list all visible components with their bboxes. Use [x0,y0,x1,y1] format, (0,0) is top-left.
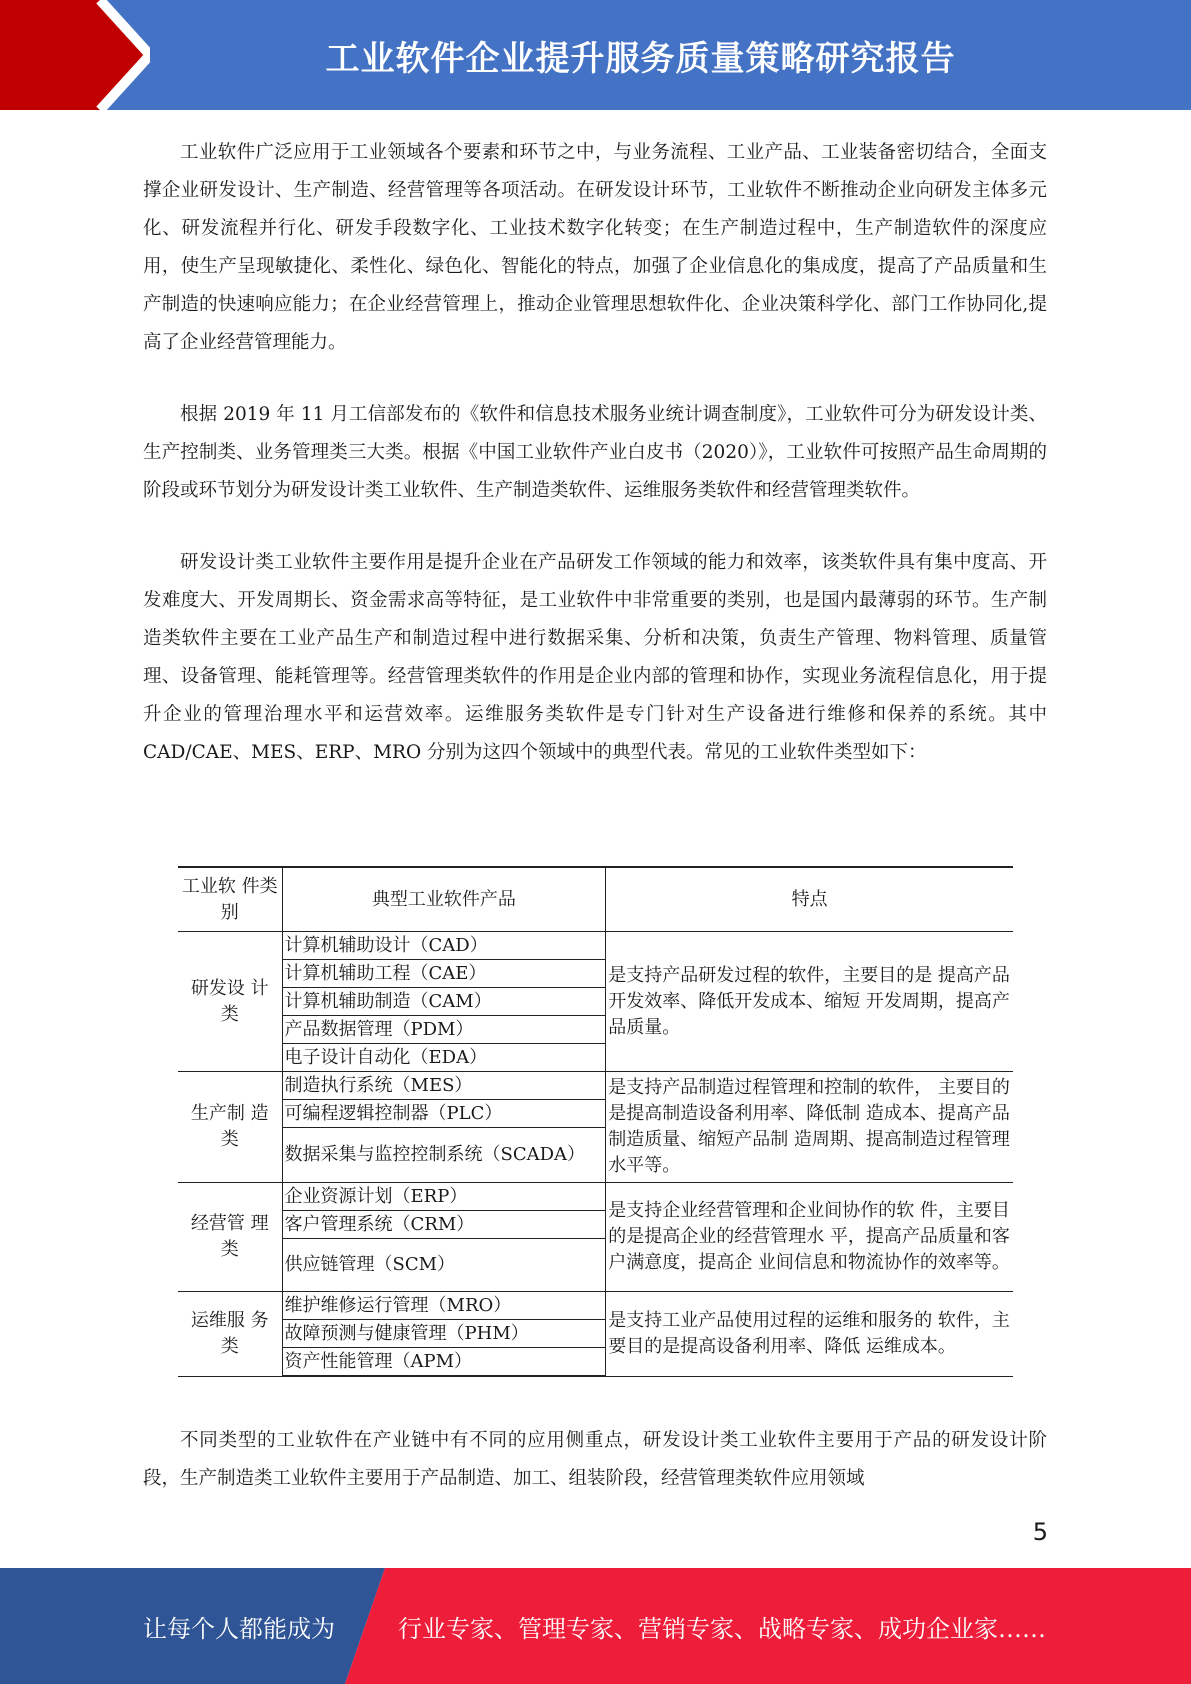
page-header [0,0,1191,110]
footer-slogan-left: 让每个人都能成为 [143,1614,335,1643]
table-header-row [178,867,1013,932]
header-category: 工业软 件类别 [178,867,282,932]
product-cell: 企业资源计划（ERP） [282,1183,606,1211]
product-cell: 维护维修运行管理（MRO） [282,1292,606,1320]
table-row [178,1292,1013,1320]
feature-cell: 是支持工业产品使用过程的运维和服务的 软件，主要目的是提高设备利用率、降低 运维成本。 [606,1292,1013,1377]
page-number: 5 [1032,1518,1048,1546]
footer-slogan-right: 行业专家、管理专家、营销专家、战略专家、成功企业家…… [398,1614,1046,1643]
report-title: 工业软件企业提升服务质量策略研究报告 [325,38,956,79]
feature-cell: 是支持产品研发过程的软件，主要目的是 提高产品开发效率、降低开发成本、缩短 开发周期，提高产品质量。 [606,932,1013,1072]
product-cell: 电子设计自动化（EDA） [282,1044,606,1072]
category-cell: 经营管 理类 [178,1183,282,1292]
product-cell: 数据采集与监控控制系统（SCADA） [282,1128,606,1183]
product-cell: 制造执行系统（MES） [282,1072,606,1100]
software-type-table [178,866,1013,1377]
product-cell: 可编程逻辑控制器（PLC） [282,1100,606,1128]
paragraph-1: 工业软件广泛应用于工业领域各个要素和环节之中，与业务流程、工业产品、工业装备密切结合，全面支撑企业研发设计、生产制造、经营管理等各项活动。在研发设计环节，工业软件不断推动企业向研发主体多元化、研发流程并行化、研发手段数字化、工业技术数字化转变；在生产制造过程中，生产制造软件的深度应用，使生产呈现敏捷化、柔性化、绿色化、智能化的特点，加强了企业信息化的集成度，提高了产品质量和生产制造的快速响应能力；在企业经营管理上，推动企业管理思想软件化、企业决策科学化、部门工作协同化,提高了企业经营管理能力。 [143,142,1047,353]
table-row [178,932,1013,960]
product-cell: 计算机辅助设计（CAD） [282,932,606,960]
table-row [178,1072,1013,1100]
body-text [143,134,1047,772]
product-cell: 资产性能管理（APM） [282,1348,606,1377]
feature-cell: 是支持企业经营管理和企业间协作的软 件，主要目的是提高企业的经营管理水 平，提高产品质量和客户满意度，提高企 业间信息和物流协作的效率等。 [606,1183,1013,1292]
product-cell: 故障预测与健康管理（PHM） [282,1320,606,1348]
product-cell: 产品数据管理（PDM） [282,1016,606,1044]
paragraph-2: 根据 2019 年 11 月工信部发布的《软件和信息技术服务业统计调查制度》，工业软件可分为研发设计类、生产控制类、业务管理类三大类。根据《中国工业软件产业白皮书（2020）》，工业软件可按照产品生命周期的阶段或环节划分为研发设计类工业软件、生产制造类软件、运维服务类软件和经营管理类软件。 [143,404,1047,501]
header-products: 典型工业软件产品 [282,867,606,932]
header-features: 特点 [606,867,1013,932]
feature-cell: 是支持产品制造过程管理和控制的软件， 主要目的是提高制造设备利用率、降低制 造成本、提髙产品制造质量、缩短产品制 造周期、提高制造过程管理水平等。 [606,1072,1013,1183]
body-text-continued [143,1422,1047,1498]
paragraph-3: 研发设计类工业软件主要作用是提升企业在产品研发工作领域的能力和效率，该类软件具有集中度高、开发难度大、开发周期长、资金需求高等特征，是工业软件中非常重要的类别，也是国内最薄弱的环节。生产制造类软件主要在工业产品生产和制造过程中进行数据采集、分析和决策，负责生产管理、物料管理、质量管理、设备管理、能耗管理等。经营管理类软件的作用是企业内部的管理和协作，实现业务流程信息化，用于提升企业的管理治理水平和运营效率。运维服务类软件是专门针对生产设备进行维修和保养的系统。其中 CAD/CAE、MES、ERP、MRO 分别为这四个领域中的典型代表。常见的工业软件类型如下： [143,552,1047,763]
category-cell: 生产制 造类 [178,1072,282,1183]
product-cell: 计算机辅助制造（CAM） [282,988,606,1016]
product-cell: 计算机辅助工程（CAE） [282,960,606,988]
table-row [178,1183,1013,1211]
page-footer [0,1568,1191,1684]
category-cell: 研发设 计类 [178,932,282,1072]
paragraph-4: 不同类型的工业软件在产业链中有不同的应用侧重点，研发设计类工业软件主要用于产品的研发设计阶段，生产制造类工业软件主要用于产品制造、加工、组装阶段，经营管理类软件应用领域 [143,1430,1047,1489]
header-arrow-decoration [0,0,150,110]
product-cell: 供应链管理（SCM） [282,1239,606,1292]
category-cell: 运维服 务类 [178,1292,282,1377]
product-cell: 客户管理系统（CRM） [282,1211,606,1239]
